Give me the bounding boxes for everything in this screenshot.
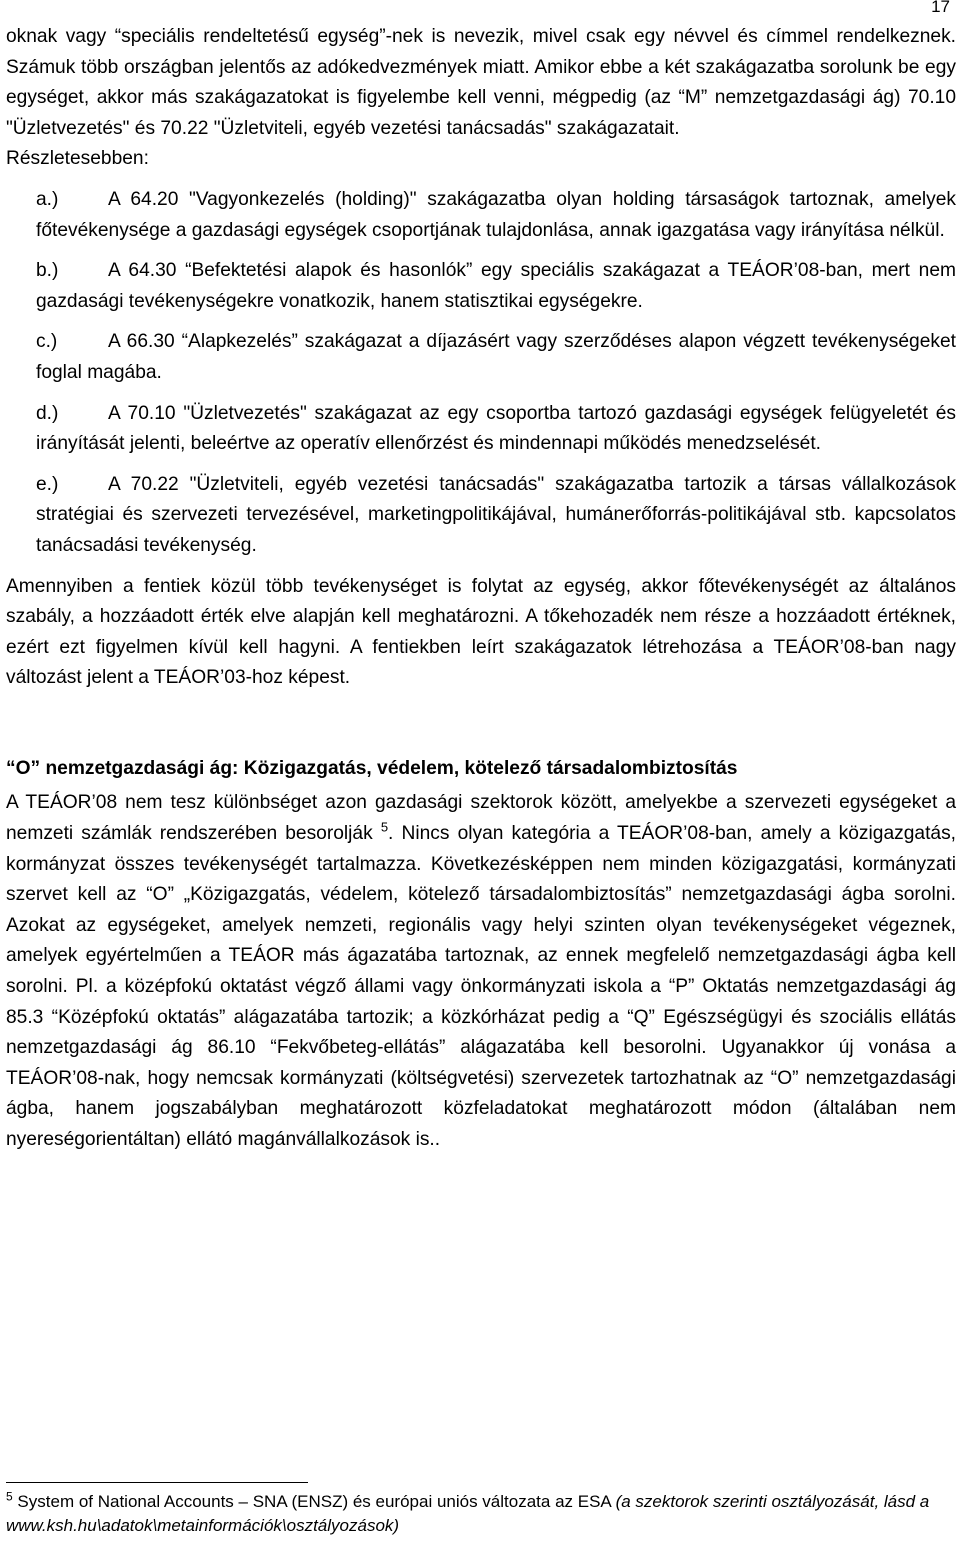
document-page xyxy=(6,22,956,1156)
section-heading: “O” nemzetgazdasági ág: Közigazgatás, védelem, kötelező társadalombiztosítás xyxy=(6,757,738,779)
list-item-text: A 70.10 "Üzletvezetés" szakágazat az egy csoportba tartozó gazdasági egységek felügyeletét és irányítását jelenti, beleértve az operatív ellenőrzést és mindennapi működés menedzselését. xyxy=(36,402,956,455)
list-item-label: e.) xyxy=(36,473,59,495)
page-number: 17 xyxy=(931,0,950,16)
list-item-text: A 70.22 "Üzletviteli, egyéb vezetési tanácsadás" szakágazatba tartozik a társas vállalkozások stratégiai és szervezeti tervezésével, marketingpolitikájával, humánerőforrás-politikájával stb. kapcsolatos tanácsadási tevékenység. xyxy=(36,473,956,556)
footnote-italic-text: (a szektorok szerinti osztályozását, lásd a www.ksh.hu\adatok\metainformációk\osztályozások) xyxy=(6,1492,930,1535)
list-item-label: c.) xyxy=(36,331,58,353)
detail-heading: Részletesebben: xyxy=(6,148,149,170)
section-body xyxy=(6,788,956,1155)
list-item-text: A 64.20 "Vagyonkezelés (holding)" szakágazatba olyan holding társaságok tartoznak, amelyek főtevékenysége a gazdasági egységek csoportjának tulajdonlása, annak igazgatása vagy irányítása nélkül. xyxy=(36,188,956,241)
list-item-label: d.) xyxy=(36,402,59,424)
footnote-divider xyxy=(6,1482,308,1483)
list-item-label: a.) xyxy=(36,188,59,210)
list-item xyxy=(36,399,956,460)
list-item-text: A 64.30 “Befektetési alapok és hasonlók” egy speciális szakágazat a TEÁOR’08-ban, mert nem gazdasági tevékenységekre vonatkozik, hanem statisztikai egységekre. xyxy=(36,260,956,312)
activity-list xyxy=(6,185,956,562)
intro-paragraph: oknak vagy “speciális rendeltetésű egység”-nek is nevezik, mivel csak egy névvel és címmel rendelkeznek. Számuk több országban jelentős az adókedvezmények miatt. Amikor ebbe a két szakágazatba sorolunk be egy egységet, akkor más szakágazatokat is figyelembe kell venni, mégpedig (az “M” nemzetgazdasági ág) 70.10 "Üzletvezetés" és 70.22 "Üzletviteli, egyéb vezetési tanácsadás" szakágazatait. xyxy=(6,26,956,139)
footnote xyxy=(6,1490,956,1538)
list-item xyxy=(36,256,956,317)
footnote-text: System of National Accounts – SNA (ENSZ) és európai uniós változata az ESA xyxy=(17,1492,611,1511)
closing-paragraph: Amennyiben a fentiek közül több tevékenységet is folytat az egység, akkor főtevékenységét az általános szabály, a hozzáadott érték elve alapján kell meghatározni. A tőkehozadék nem része a hozzáadott értéknek, ezért ezt figyelmen kívül kell hagyni. A fentiekben leírt szakágazatok létrehozása a TEÁOR’08-ban nagy változást jelent a TEÁOR’03-hoz képest. xyxy=(6,575,956,689)
list-item-label: b.) xyxy=(36,260,59,282)
list-item xyxy=(36,327,956,388)
list-item xyxy=(36,185,956,246)
section-body-text: A TEÁOR’08 nem tesz különbséget azon gazdasági szektorok között, amelyekbe a szervezeti egységeket a nemzeti számlák rendszerében besorolják xyxy=(6,792,956,845)
footnote-reference: 5 xyxy=(380,819,389,835)
list-item xyxy=(36,470,956,562)
section-body-text-continued: . Nincs olyan kategória a TEÁOR’08-ban, amely a közigazgatás, kormányzat összes tevékenységét tartalmazza. Következésképpen nem minden közigazgatási, kormányzati szervet kell az “O” „Közigazgatás, védelem, kötelező társadalombiztosítás” nemzetgazdasági ágba sorolni. Azokat az egységeket, amelyek nemzeti, regionális vagy helyi szinten olyan tevékenységeket végeznek, amelyek egyértelműen a TEÁOR más ágazatába tartoznak, az ennek megfelelő nemzetgazdasági ágba kell sorolni. Pl. a középfokú oktatást végző állami vagy önkormányzati iskola a “P” Oktatás nemzetgazdasági ág 85.3 “Középfokú oktatás” alágazatába tartozik; a közkórházat pedig a “Q” Egészségügyi és szociális ellátás nemzetgazdasági ág 86.10 “Fekvőbeteg-ellátás” alágazatába kell besorolni. Ugyanakkor új vonása a TEÁOR’08-nak, hogy nemcsak kormányzati (költségvetési) szervezetek tartozhatnak az “O” nemzetgazdasági ágba, hanem jogszabályban meghatározott közfeladatokat meghatározott módon (általában nem nyereségorientáltan) ellátó magánvállalkozások is.. xyxy=(6,823,956,1150)
list-item-text: A 66.30 “Alapkezelés” szakágazat a díjazásért vagy szerződéses alapon végzett tevékenységeket foglal magába. xyxy=(36,331,956,383)
footnote-number: 5 xyxy=(6,1489,13,1504)
